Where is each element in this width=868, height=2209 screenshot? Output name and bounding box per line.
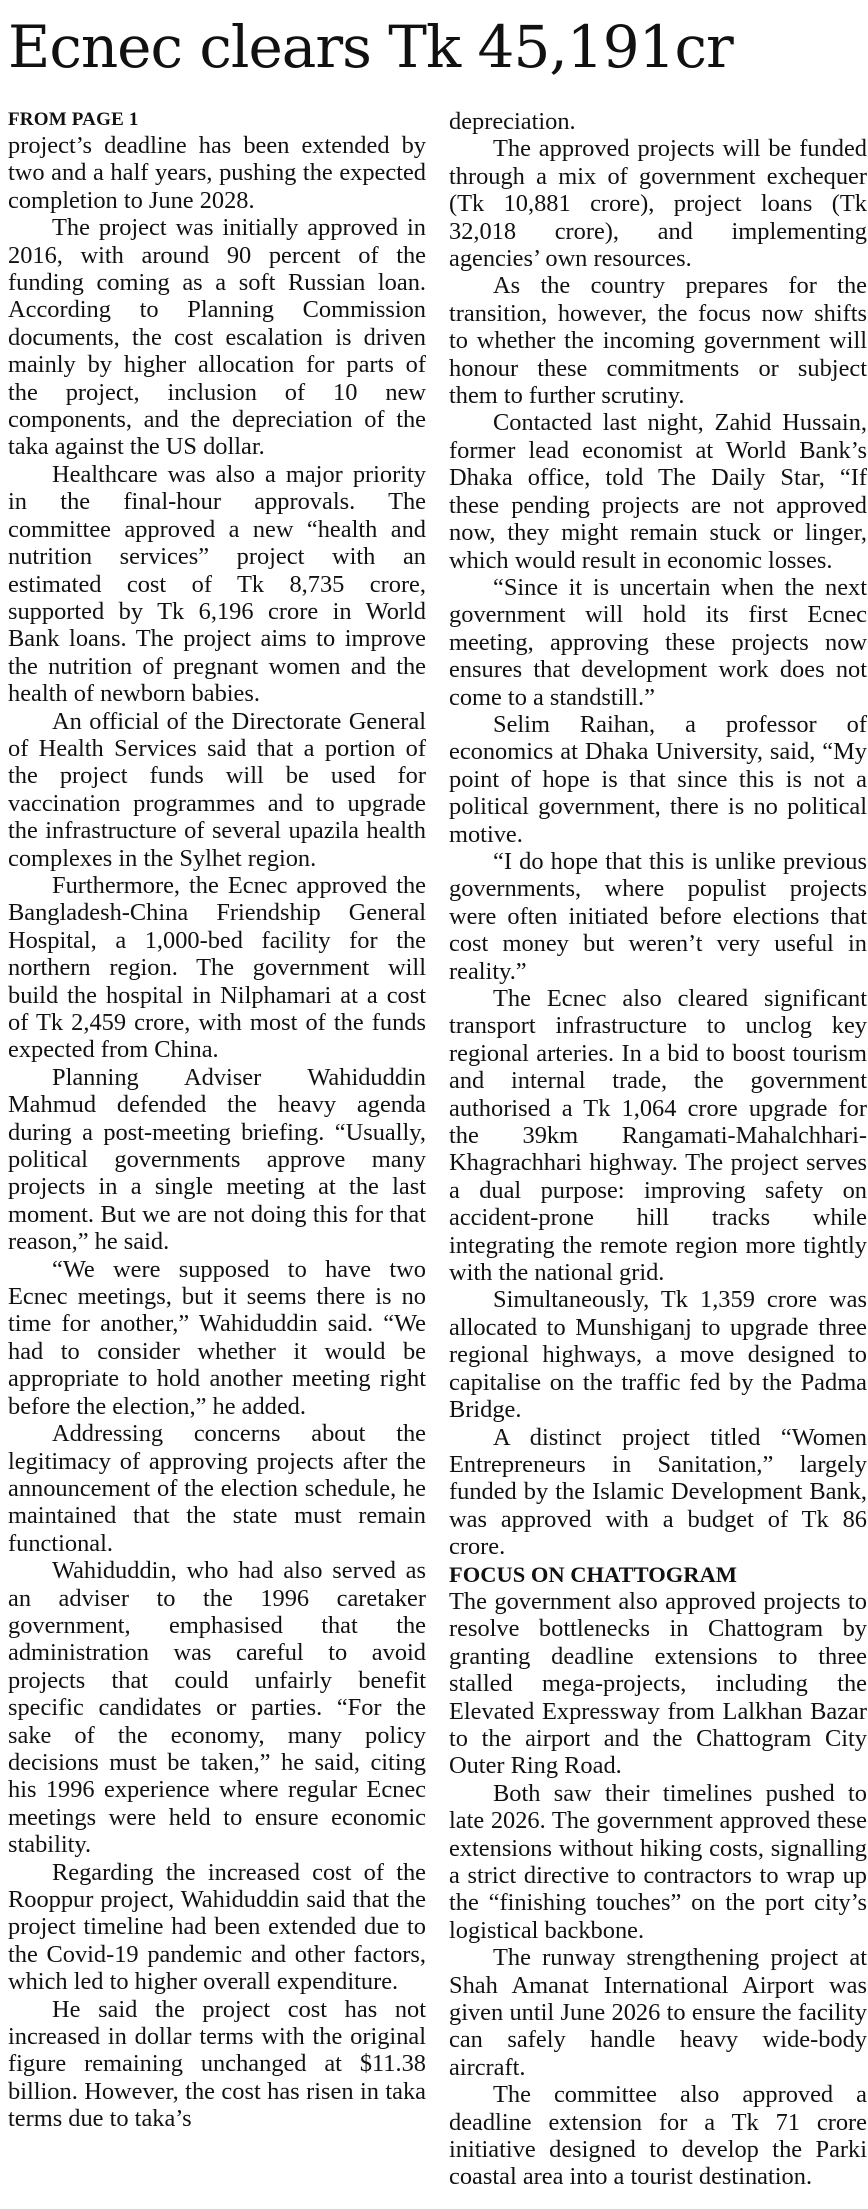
paragraph: project’s deadline has been extended by two and a half years, pushing the expected completion to June 2028.: [8, 132, 426, 214]
paragraph: depreciation.: [449, 108, 576, 135]
paragraph: Simultaneously, Tk 1,359 crore was allocated to Munshiganj to upgrade three regional highways, a move designed to capitalise on the traffic fed by the Padma Bridge.: [449, 1286, 867, 1424]
paragraph: A distinct project titled “Women Entrepreneurs in Sanitation,” largely funded by the Islamic Development Bank, was approved with a budget of Tk 86 crore.: [449, 1423, 867, 1561]
column-left: [8, 108, 426, 2133]
paragraph: Contacted last night, Zahid Hussain, former lead economist at World Bank’s Dhaka office, told The Daily Star, “If these pending projects are not approved now, they might remain stuck or linger, which would result in economic losses.: [449, 409, 867, 574]
paragraph: Wahiduddin, who had also served as an adviser to the 1996 caretaker government, emphasised that the administration was careful to avoid projects that could unfairly benefit specific candidates or parties. “For the sake of the economy, many policy decisions must be taken,” he said, citing his 1996 experience where regular Ecnec meetings were held to ensure economic stability.: [8, 1557, 426, 1859]
column-right: [449, 108, 867, 2191]
paragraph: The runway strengthening project at Shah Amanat International Airport was given until June 2026 to ensure the facility can safely handle heavy wide-body aircraft.: [449, 1944, 867, 2081]
section-subhead: FOCUS ON CHATTOGRAM: [449, 1561, 737, 1587]
paragraph: He said the project cost has not increased in dollar terms with the original figure remaining unchanged at $11.38 billion. However, the cost has risen in taka terms due to taka’s: [8, 1995, 426, 2133]
paragraph: Both saw their timelines pushed to late 2026. The government approved these extensions without hiking costs, signalling a strict directive to contractors to wrap up the “finishing touches” on the port city’s logistical backbone.: [449, 1779, 867, 1944]
paragraph: As the country prepares for the transition, however, the focus now shifts to whether the incoming government will honour these commitments or subject them to further scrutiny.: [449, 272, 867, 410]
continuation-kicker: FROM PAGE 1: [8, 109, 139, 130]
article-body: [8, 108, 867, 2203]
paragraph: The committee also approved a deadline extension for a Tk 71 crore initiative designed to develop the Parki coastal area into a tourist destination.: [449, 2081, 867, 2191]
paragraph: Selim Raihan, a professor of economics at Dhaka University, said, “My point of hope is that since this is not a political government, there is no political motive.: [449, 710, 867, 848]
paragraph: Healthcare was also a major priority in the final-hour approvals. The committee approved a new “health and nutrition services” project with an estimated cost of Tk 8,735 crore, supported by Tk 6,196 crore in World Bank loans. The project aims to improve the nutrition of pregnant women and the health of newborn babies.: [8, 460, 426, 708]
paragraph: “We were supposed to have two Ecnec meetings, but it seems there is no time for another,” Wahiduddin said. “We had to consider whether it would be appropriate to hold another meeting right before the election,” he added.: [8, 1255, 426, 1420]
paragraph: Furthermore, the Ecnec approved the Bangladesh-China Friendship General Hospital, a 1,000-bed facility for the northern region. The government will build the hospital in Nilphamari at a cost of Tk 2,459 crore, with most of the funds expected from China.: [8, 871, 426, 1064]
paragraph: The government also approved projects to resolve bottlenecks in Chattogram by granting deadline extensions to three stalled mega-projects, including the Elevated Expressway from Lalkhan Bazar to the airport and the Chattogram City Outer Ring Road.: [449, 1587, 867, 1780]
headline: Ecnec clears Tk 45,191cr: [8, 13, 733, 81]
paragraph: Planning Adviser Wahiduddin Mahmud defended the heavy agenda during a post-meeting briefing. “Usually, political governments approve many projects in a single meeting at the last moment. But we are not doing this for that reason,” he said.: [8, 1063, 426, 1256]
paragraph: The Ecnec also cleared significant transport infrastructure to unclog key regional arteries. In a bid to boost tourism and internal trade, the government authorised a Tk 1,064 crore upgrade for the 39km Rangamati-Mahalchhari-Khagrachhari highway. The project serves a dual purpose: improving safety on accident-prone hill tracks while integrating the remote region more tightly with the national grid.: [449, 985, 867, 1287]
paragraph: The approved projects will be funded through a mix of government exchequer (Tk 10,881 crore), project loans (Tk 32,018 crore), and implementing agencies’ own resources.: [449, 135, 867, 273]
paragraph: Regarding the increased cost of the Rooppur project, Wahiduddin said that the project timeline had been extended due to the Covid-19 pandemic and other factors, which led to higher overall expenditure.: [8, 1858, 426, 1996]
paragraph: “I do hope that this is unlike previous governments, where populist projects were often initiated before elections that cost money but weren’t very useful in reality.”: [449, 847, 867, 985]
paragraph: The project was initially approved in 2016, with around 90 percent of the funding coming as a soft Russian loan. According to Planning Commission documents, the cost escalation is driven mainly by higher allocation for parts of the project, inclusion of 10 new components, and the depreciation of the taka against the US dollar.: [8, 214, 426, 461]
paragraph: An official of the Directorate General of Health Services said that a portion of the project funds will be used for vaccination programmes and to upgrade the infrastructure of several upazila health complexes in the Sylhet region.: [8, 707, 426, 872]
paragraph: Addressing concerns about the legitimacy of approving projects after the announcement of the election schedule, he maintained that the state must remain functional.: [8, 1420, 426, 1557]
paragraph: “Since it is uncertain when the next government will hold its first Ecnec meeting, approving these projects now ensures that development work does not come to a standstill.”: [449, 573, 867, 711]
